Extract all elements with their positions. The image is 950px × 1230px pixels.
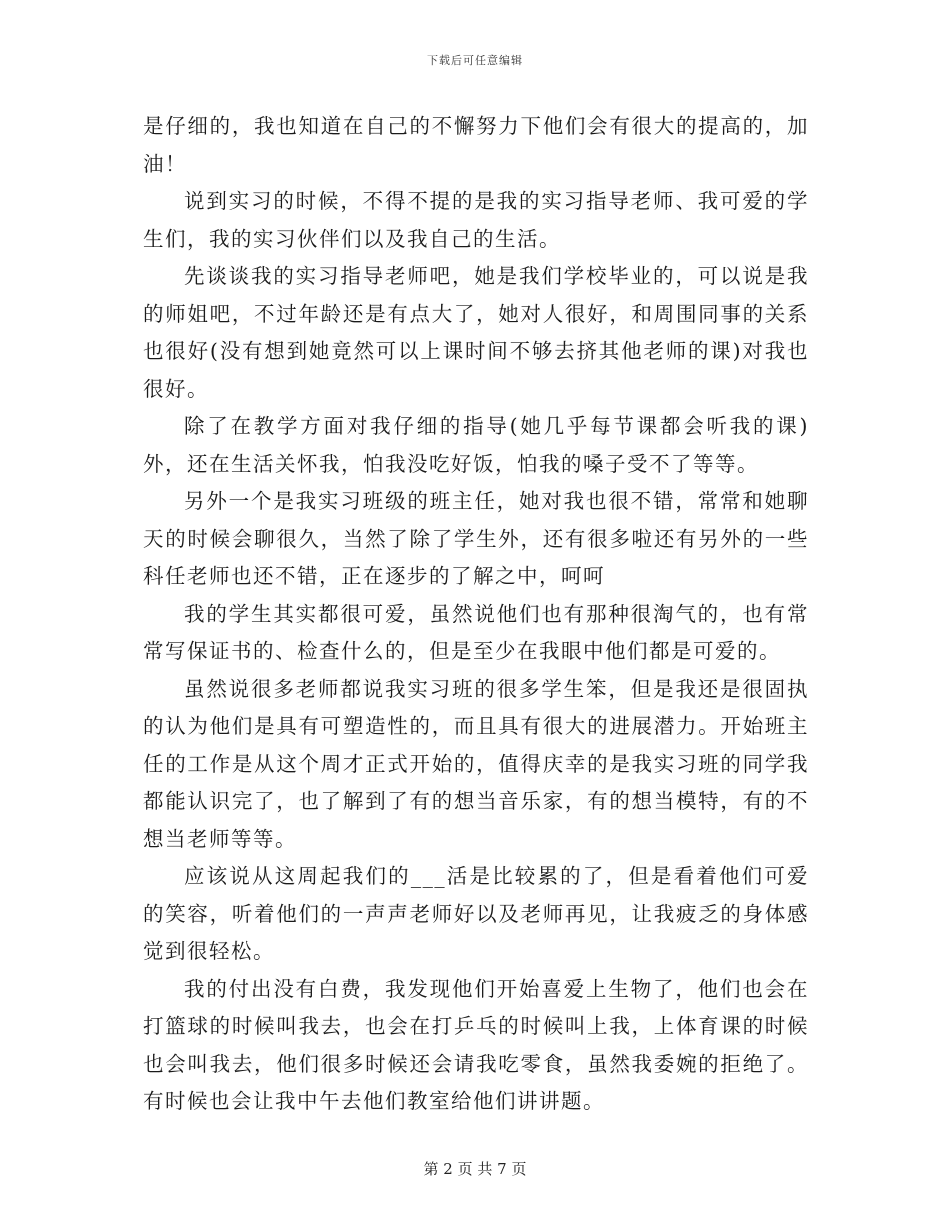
paragraph: 先谈谈我的实习指导老师吧，她是我们学校毕业的，可以说是我的师姐吧，不过年龄还是有点大了，她对人很好，和周围同事的关系也很好(没有想到她竟然可以上课时间不够去挤其他老师的课)对我也很好。	[143, 264, 809, 401]
paragraph: 另外一个是我实习班级的班主任，她对我也很不错，常常和她聊天的时候会聊很久，当然了除了学生外，还有很多啦还有另外的一些科任老师也还不错，正在逐步的了解之中，呵呵	[143, 489, 809, 588]
paragraph: 我的付出没有白费，我发现他们开始喜爱上生物了，他们也会在打篮球的时候叫我去，也会在打乒乓的时候叫上我，上体育课的时候也会叫我去，他们很多时候还会请我吃零食，虽然我委婉的拒绝了。有时候也会让我中午去他们教室给他们讲讲题。	[143, 976, 809, 1113]
paragraph: 说到实习的时候，不得不提的是我的实习指导老师、我可爱的学生们，我的实习伙伴们以及我自己的生活。	[143, 189, 809, 251]
paragraph: 我的学生其实都很可爱，虽然说他们也有那种很淘气的，也有常常写保证书的、检查什么的，但是至少在我眼中他们都是可爱的。	[143, 601, 809, 663]
page-header: 下载后可任意编辑	[427, 54, 523, 67]
page-footer: 第 2 页 共 7 页	[423, 1160, 527, 1178]
paragraph: 虽然说很多老师都说我实习班的很多学生笨，但是我还是很固执的认为他们是具有可塑造性的，而且具有很大的进展潜力。开始班主任的工作是从这个周才正式开始的，值得庆幸的是我实习班的同学我都能认识完了，也了解到了有的想当音乐家，有的想当模特，有的不想当老师等等。	[143, 676, 809, 851]
paragraph: 除了在教学方面对我仔细的指导(她几乎每节课都会听我的课)外，还在生活关怀我，怕我没吃好饭，怕我的嗓子受不了等等。	[143, 414, 809, 476]
document-body	[143, 108, 809, 1121]
paragraph: 应该说从这周起我们的___活是比较累的了，但是看着他们可爱的笑容，听着他们的一声声老师好以及老师再见，让我疲乏的身体感觉到很轻松。	[143, 864, 809, 963]
paragraph-continued: 是仔细的，我也知道在自己的不懈努力下他们会有很大的提高的，加油！	[143, 114, 809, 176]
